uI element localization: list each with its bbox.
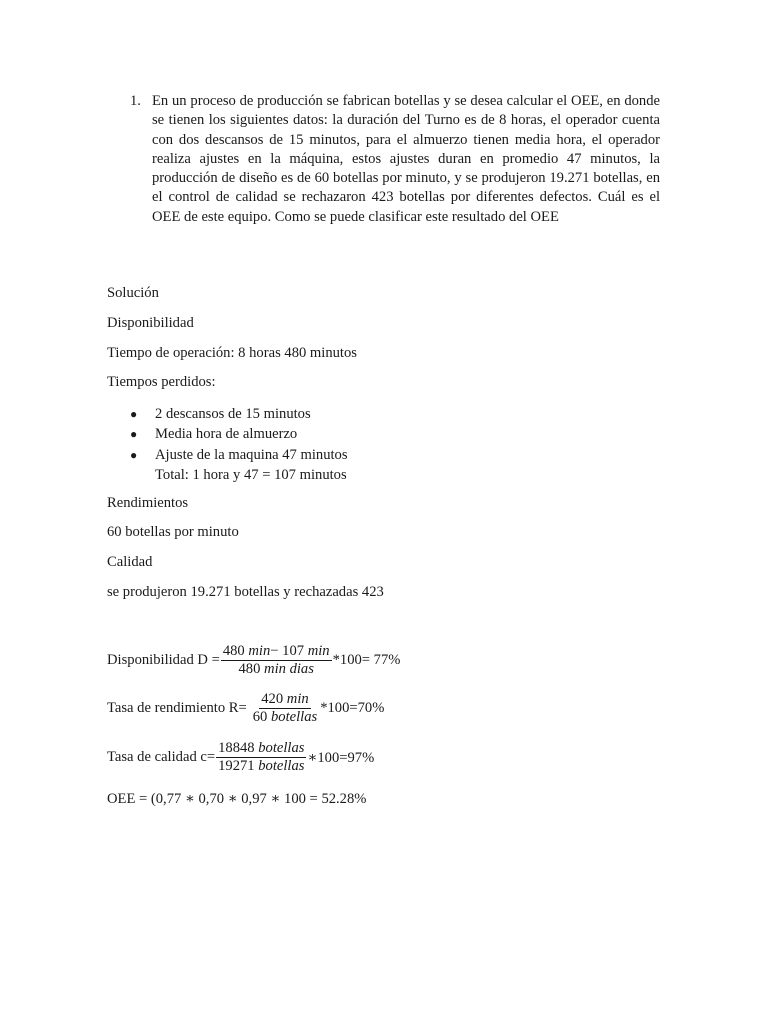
tiempo-operacion-text: Tiempo de operación: 8 horas 480 minutos [107, 345, 357, 361]
disponibilidad-heading: Disponibilidad [107, 315, 194, 331]
fraction-numerator: 480 min− 107 min [222, 643, 330, 659]
produccion-text: se produjeron 19.271 botellas y rechazadas 423 [107, 584, 384, 600]
fraction-denominator: 60 botellas [252, 709, 318, 725]
formula-disponibilidad [107, 643, 400, 678]
formula-calidad [107, 740, 374, 775]
problem-number: 1. [130, 93, 141, 109]
fraction [216, 740, 306, 775]
formula-result: *100= 77% [332, 652, 401, 668]
fraction [221, 643, 332, 678]
fraction-denominator: 480 min dias [238, 661, 314, 677]
fraction-numerator: 18848 botellas [218, 740, 305, 756]
fraction [251, 691, 319, 726]
formula-result: ∗100=97% [307, 749, 375, 766]
list-item: ● Media hora de almuerzo [130, 424, 348, 444]
calidad-heading: Calidad [107, 554, 153, 570]
total-lost-time: Total: 1 hora y 47 = 107 minutos [155, 466, 347, 483]
formula-label: Disponibilidad D = [107, 652, 220, 668]
solution-heading: Solución [107, 285, 159, 301]
botellas-minuto-text: 60 botellas por minuto [107, 524, 239, 540]
formula-oee: OEE = (0,77 ∗ 0,70 ∗ 0,97 ∗ 100 = 52.28% [107, 791, 367, 807]
bullet-icon: ● [130, 427, 138, 442]
lost-times-list [130, 404, 348, 485]
problem-statement [130, 92, 660, 227]
fraction-numerator: 420 min [261, 691, 309, 707]
list-item: ● Ajuste de la maquina 47 minutos [130, 445, 348, 465]
formula-label: Tasa de calidad c= [107, 749, 216, 765]
rendimientos-heading: Rendimientos [107, 495, 189, 511]
problem-text: En un proceso de producción se fabrican botellas y se desea calcular el OEE, en donde se tienen los siguientes datos: la duración del Turno es de 8 horas, el operador cuenta con dos descansos de 15 minutos, para el almuerzo tienen media hora, el operador realiza ajustes en la máquina, estos ajustes duran en promedio 47 minutos, la producción de diseño es de 60 botellas por minuto, y se produjeron 19.271 botellas, en el control de calidad se rechazaron 423 botellas por diferentes defectos. Cuál es el OEE de este equipo. Como se puede clasificar este resultado del OEE [152, 93, 660, 225]
bullet-icon: ● [130, 447, 138, 462]
bullet-icon: ● [130, 407, 138, 421]
formula-label: Tasa de rendimiento R= [107, 700, 247, 716]
formula-result: *100=70% [320, 700, 385, 716]
fraction-denominator: 19271 botellas [218, 758, 305, 774]
formula-rendimiento [107, 691, 384, 726]
list-item: ● 2 descansos de 15 minutos [130, 404, 348, 424]
tiempos-perdidos-heading: Tiempos perdidos: [107, 374, 216, 390]
